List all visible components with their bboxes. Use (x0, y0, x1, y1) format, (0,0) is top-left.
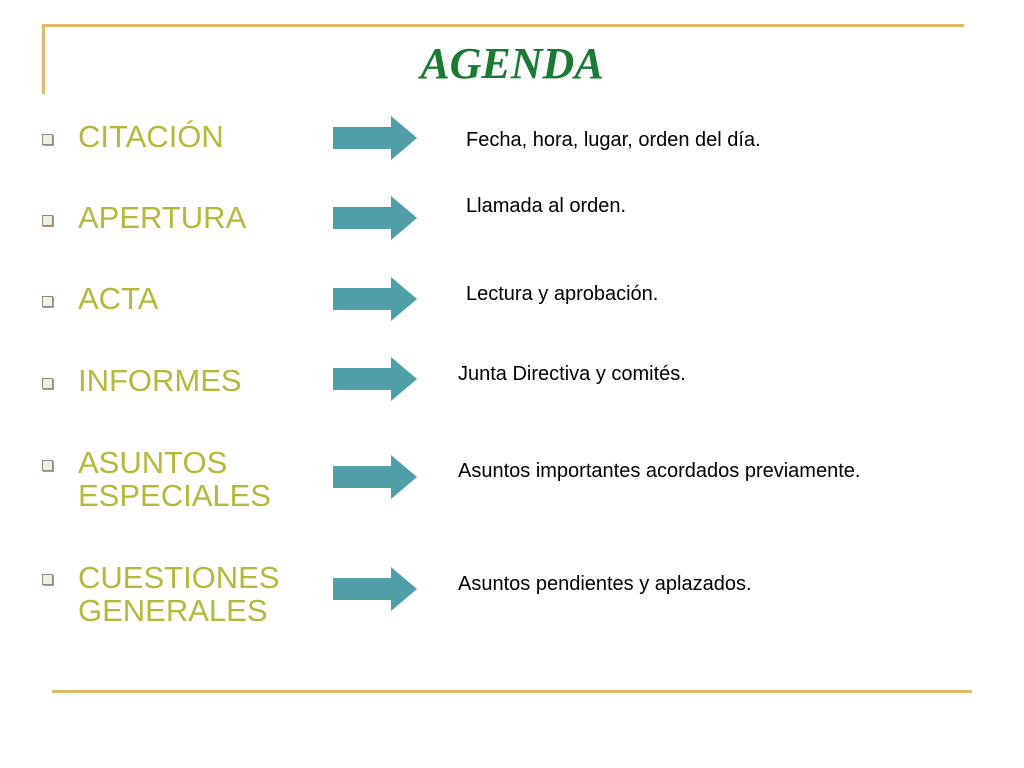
square-bullet-icon (42, 215, 53, 226)
agenda-item-label (78, 561, 280, 627)
square-bullet-icon (42, 574, 53, 585)
bottom-rule (52, 690, 972, 693)
agenda-item-description: Lectura y aprobación. (466, 283, 659, 305)
agenda-item-label-line: APERTURA (78, 200, 247, 235)
agenda-item-label (78, 282, 158, 315)
agenda-item-label (78, 120, 224, 153)
slide-title: AGENDA (420, 39, 604, 88)
agenda-item-label-line: CUESTIONES (78, 560, 280, 595)
agenda-item-label (78, 446, 271, 512)
agenda-item-description: Fecha, hora, lugar, orden del día. (466, 129, 761, 151)
top-rule (42, 24, 964, 27)
agenda-item-label-line: CITACIÓN (78, 119, 224, 154)
agenda-item-label (78, 364, 242, 397)
right-arrow-icon (333, 455, 417, 499)
agenda-item-description: Asuntos importantes acordados previamente. (458, 460, 861, 482)
agenda-item-label-line: ESPECIALES (78, 478, 271, 513)
square-bullet-icon (42, 460, 53, 471)
right-arrow-icon (333, 357, 417, 401)
right-arrow-icon (333, 567, 417, 611)
agenda-item-label-line: ASUNTOS (78, 445, 228, 480)
agenda-item-description: Junta Directiva y comités. (458, 363, 686, 385)
agenda-item-label-line: GENERALES (78, 593, 268, 628)
right-arrow-icon (333, 116, 417, 160)
agenda-item-description: Asuntos pendientes y aplazados. (458, 573, 752, 595)
right-arrow-icon (333, 196, 417, 240)
agenda-item-label (78, 201, 246, 234)
square-bullet-icon (42, 378, 53, 389)
agenda-item-description: Llamada al orden. (466, 195, 627, 217)
right-arrow-icon (333, 277, 417, 321)
agenda-item-label-line: INFORMES (78, 363, 242, 398)
square-bullet-icon (42, 296, 53, 307)
agenda-item-label-line: ACTA (78, 281, 159, 316)
square-bullet-icon (42, 134, 53, 145)
